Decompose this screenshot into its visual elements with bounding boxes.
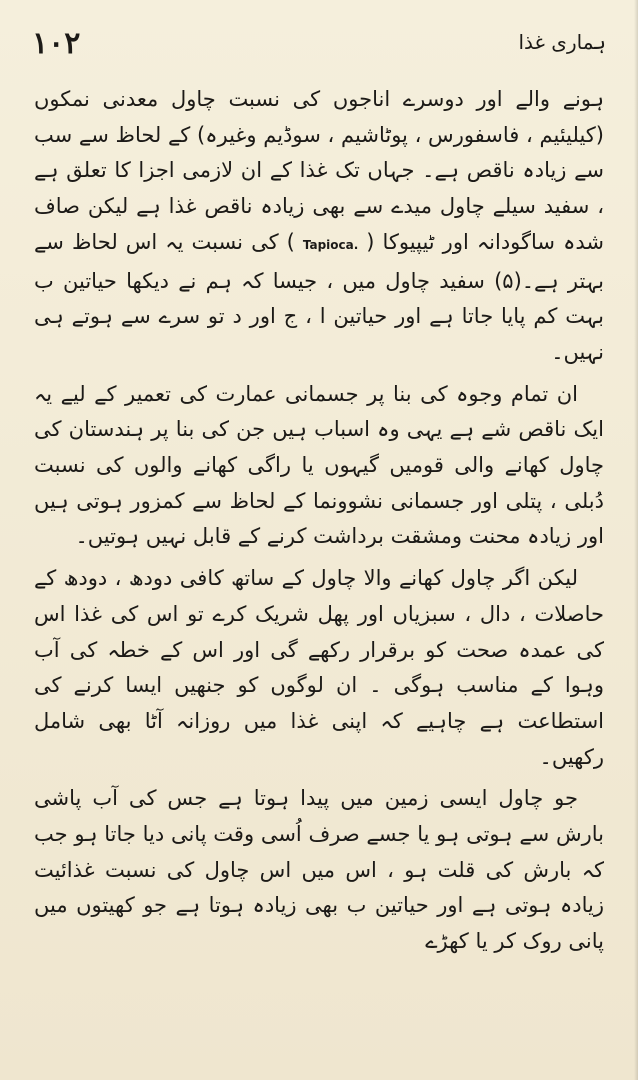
paragraph-2: ان تمام وجوہ کی بنا پر جسمانی عمارت کی تعمیر کے لیے یہ ایک ناقص شے ہے یہی وہ اسباب ہیں جن کی بنا پر ہندستان کی چاول کھانے والی قومیں گیہوں یا راگی کھانے والوں کی نسبت دُبلی ، پتلی اور جسمانی نشوونما کے لحاظ سے کمزور ہوتی ہیں اور زیادہ محنت ومشقت برداشت کرنے کے قابل نہیں ہوتیں۔: [34, 381, 604, 549]
page-number: ۱۰۲: [32, 26, 81, 61]
page-edge-shadow: [634, 0, 638, 1080]
body-text: [34, 82, 604, 966]
latin-term-tapioca: Tapioca.: [302, 237, 359, 252]
paragraph-1-part-2: ) کی نسبت یہ اس لحاظ سے بہتر ہے۔(۵) سفید چاول میں ، جیسا کہ ہم نے دیکھا حیاتین ب بہت کم پایا جاتا ہے اور حیاتین ا ، ج اور د تو سرے سے ہوتے ہی نہیں۔: [34, 229, 604, 364]
paragraph-1-part-1: ہونے والے اور دوسرے اناجوں کی نسبت چاول معدنی نمکوں (کیلیئیم ، فاسفورس ، پوٹاشیم ، سوڈیم وغیرہ) کے لحاظ سے سب سے زیادہ ناقص ہے۔ جہاں تک غذا کے ان لازمی اجزا کا تعلق ہے ، سفید سیلے چاول میدے سے بھی زیادہ ناقص غذا ہے لیکن صاف شدہ ساگودانہ اور ٹیپیوکا (: [34, 87, 604, 254]
page-header: [32, 26, 606, 76]
running-head: ہماری غذا: [518, 30, 606, 54]
paragraph-1: [34, 82, 604, 371]
paragraph-3: لیکن اگر چاول کھانے والا چاول کے ساتھ کافی دودھ ، دودھ کے حاصلات ، دال ، سبزیاں اور پھل شریک کرے تو اس کی غذا اس کی عمدہ صحت کو برقرار رکھے گی اور اس کے خطہ کی آب وہوا کے مناسب ہوگی ۔ ان لوگوں کو جنھیں ایسا کرنے کی استطاعت ہے چاہیے کہ اپنی غذا میں روزانہ آٹا بھی شامل رکھیں۔: [34, 566, 604, 769]
paragraph-4: جو چاول ایسی زمین میں پیدا ہوتا ہے جس کی آب پاشی بارش سے ہوتی ہو یا جسے صرف اُسی وقت پانی دیا جاتا ہو جب کہ بارش کی قلت ہو ، اس میں اس چاول کی نسبت غذائیت زیادہ ہوتی ہے اور حیاتین ب بھی زیادہ ہوتا ہے جو کھیتوں میں پانی روک کر یا کھڑے: [34, 786, 604, 954]
